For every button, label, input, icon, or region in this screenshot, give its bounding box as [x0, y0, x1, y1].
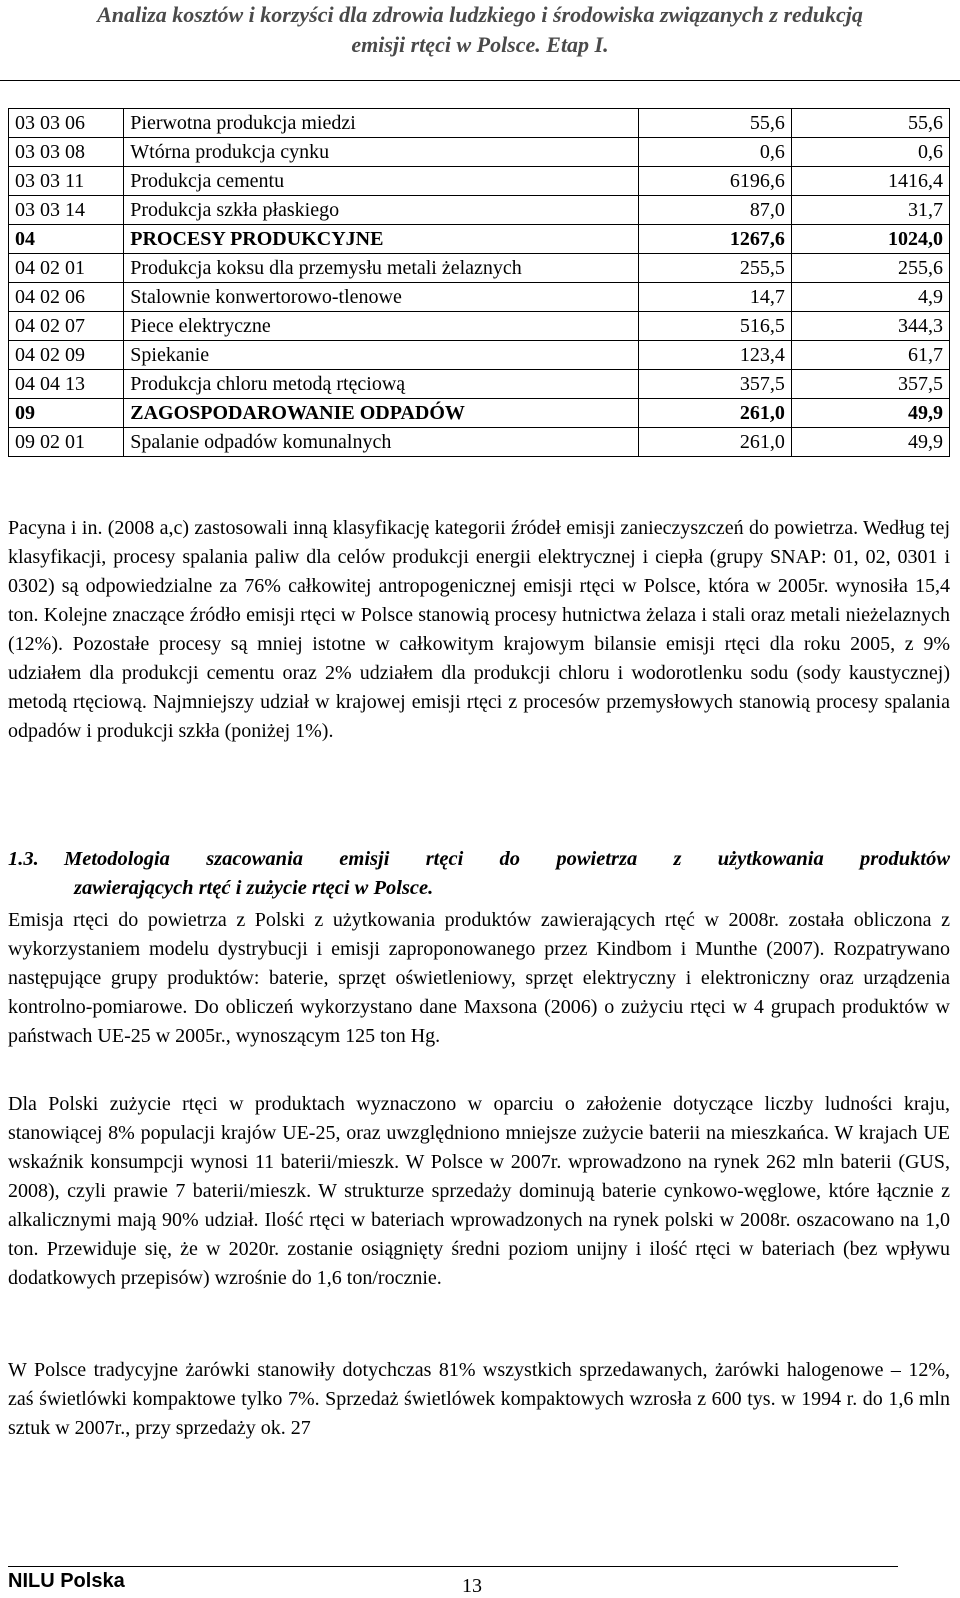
table-row [9, 196, 950, 225]
table-row [9, 254, 950, 283]
table-row [9, 399, 950, 428]
row-code: 03 03 14 [9, 196, 124, 225]
row-value-2: 4,9 [791, 283, 949, 312]
row-name: Piece elektryczne [124, 312, 639, 341]
row-value-1: 55,6 [639, 109, 791, 138]
row-code: 03 03 08 [9, 138, 124, 167]
row-value-1: 14,7 [639, 283, 791, 312]
table-row [9, 109, 950, 138]
row-value-2: 1024,0 [791, 225, 949, 254]
row-name: PROCESY PRODUKCYJNE [124, 225, 639, 254]
header-title-line2: emisji rtęci w Polsce. Etap I. [351, 32, 609, 57]
paragraph-emission-model: Emisja rtęci do powietrza z Polski z użytkowania produktów zawierających rtęć w 2008r. została obliczona z wykorzystaniem modelu dystrybucji i emisji zaproponowanego przez Kindbom i Munthe (2007). Rozpatrywano następujące grupy produktów: baterie, sprzęt oświetleniowy, sprzęt elektryczny i elektroniczny oraz urządzenia kontrolno-pomiarowe. Do obliczeń wykorzystano dane Maxsona (2006) o zużyciu rtęci w 4 grupach produktów w państwach UE-25 w 2005r., wynoszącym 125 ton Hg. [8, 909, 950, 1047]
row-value-2: 344,3 [791, 312, 949, 341]
section-title-line1: Metodologia szacowania emisji rtęci do powietrza z użytkowania produktów [64, 848, 950, 870]
row-code: 03 03 11 [9, 167, 124, 196]
emissions-table [8, 108, 950, 457]
paragraph-bulbs: W Polsce tradycyjne żarówki stanowiły dotychczas 81% wszystkich sprzedawanych, żarówki halogenowe – 12%, zaś świetlówki kompaktowe tylko 7%. Sprzedaż świetlówek kompaktowych wzrosła z 600 tys. w 1994 r. do 1,6 mln sztuk w 2007r., przy sprzedaży ok. 27 [8, 1359, 950, 1439]
row-code: 04 [9, 225, 124, 254]
header-divider [0, 80, 960, 81]
row-value-2: 255,6 [791, 254, 949, 283]
table-row [9, 225, 950, 254]
row-code: 04 04 13 [9, 370, 124, 399]
paragraph-pacyna: Pacyna i in. (2008 a,c) zastosowali inną klasyfikację kategorii źródeł emisji zanieczyszczeń do powietrza. Według tej klasyfikacji, procesy spalania paliw dla celów produkcji energii elektrycznej i ciepła (grupy SNAP: 01, 02, 0301 i 0302) są odpowiedzialne za 76% całkowitej antropogenicznej emisji rtęci w Polsce, która w 2005r. wynosiła 15,4 ton. Kolejne znaczące źródło emisji rtęci w Polsce stanowią procesy hutnictwa żelaza i stali oraz metali nieżelaznych (12%). Pozostałe procesy są mniej istotne w całkowitym krajowym bilansie emisji rtęci dla roku 2005, z 9% udziałem dla produkcji cementu oraz 2% udziałem dla produkcji chloru i wodorotlenku sodu (sody kaustycznej) metodą rtęciową. Najmniejszy udział w krajowej emisji rtęci z procesów przemysłowych stanowią procesy spalania odpadów i produkcji szkła (poniżej 1%). [8, 517, 950, 742]
row-value-2: 31,7 [791, 196, 949, 225]
row-value-1: 255,5 [639, 254, 791, 283]
row-code: 04 02 06 [9, 283, 124, 312]
header-title-line1: Analiza kosztów i korzyści dla zdrowia ludzkiego i środowiska związanych z redukcją [97, 2, 863, 27]
row-value-2: 357,5 [791, 370, 949, 399]
row-name: ZAGOSPODAROWANIE ODPADÓW [124, 399, 639, 428]
section-title-line2: zawierających rtęć i zużycie rtęci w Polsce. [74, 877, 434, 899]
row-value-2: 61,7 [791, 341, 949, 370]
row-code: 04 02 09 [9, 341, 124, 370]
row-value-2: 1416,4 [791, 167, 949, 196]
section-heading-line1 [8, 845, 950, 874]
section-heading [8, 845, 950, 903]
row-name: Produkcja chloru metodą rtęciową [124, 370, 639, 399]
row-value-1: 6196,6 [639, 167, 791, 196]
row-value-1: 261,0 [639, 428, 791, 457]
table-row [9, 167, 950, 196]
table-row [9, 370, 950, 399]
table-row [9, 341, 950, 370]
page-header [0, 0, 960, 60]
row-value-1: 261,0 [639, 399, 791, 428]
row-name: Produkcja cementu [124, 167, 639, 196]
row-value-1: 87,0 [639, 196, 791, 225]
footer-org: NILU Polska [8, 1570, 125, 1592]
row-value-1: 516,5 [639, 312, 791, 341]
row-code: 03 03 06 [9, 109, 124, 138]
row-value-1: 0,6 [639, 138, 791, 167]
table-row [9, 312, 950, 341]
row-name: Pierwotna produkcja miedzi [124, 109, 639, 138]
row-value-2: 0,6 [791, 138, 949, 167]
row-name: Produkcja koksu dla przemysłu metali żelaznych [124, 254, 639, 283]
row-value-2: 49,9 [791, 428, 949, 457]
row-value-1: 123,4 [639, 341, 791, 370]
row-value-1: 357,5 [639, 370, 791, 399]
row-value-1: 1267,6 [639, 225, 791, 254]
page-number: 13 [462, 1575, 482, 1597]
table-row [9, 428, 950, 457]
row-name: Spiekanie [124, 341, 639, 370]
paragraph-batteries: Dla Polski zużycie rtęci w produktach wyznaczono w oparciu o założenie dotyczące liczby ludności kraju, stanowiącej 8% populacji krajów UE-25, oraz uwzględniono mniejsze zużycie baterii na mieszkańca. W krajach UE wskaźnik konsumpcji wynosi 11 baterii/mieszk. W Polsce w 2007r. wprowadzono na rynek 262 mln baterii (GUS, 2008), czyli prawie 7 baterii/mieszk. W strukturze sprzedaży dominują baterie cynkowo-węglowe, które łącznie z alkalicznymi mają 90% udział. Ilość rtęci w bateriach wprowadzonych na rynek polski w 2008r. oszacowano na 1,0 ton. Przewiduje się, że w 2020r. zostanie osiągnięty średni poziom unijny i ilość rtęci w bateriach (bez wpływu dodatkowych przepisów) wzrośnie do 1,6 ton/rocznie. [8, 1093, 950, 1289]
table-row [9, 138, 950, 167]
row-name: Wtórna produkcja cynku [124, 138, 639, 167]
row-code: 09 02 01 [9, 428, 124, 457]
row-name: Stalownie konwertorowo-tlenowe [124, 283, 639, 312]
section-number: 1.3. [8, 848, 39, 870]
row-code: 09 [9, 399, 124, 428]
row-name: Spalanie odpadów komunalnych [124, 428, 639, 457]
row-name: Produkcja szkła płaskiego [124, 196, 639, 225]
row-value-2: 55,6 [791, 109, 949, 138]
table-row [9, 283, 950, 312]
row-code: 04 02 01 [9, 254, 124, 283]
row-code: 04 02 07 [9, 312, 124, 341]
footer-divider [8, 1566, 898, 1567]
row-value-2: 49,9 [791, 399, 949, 428]
